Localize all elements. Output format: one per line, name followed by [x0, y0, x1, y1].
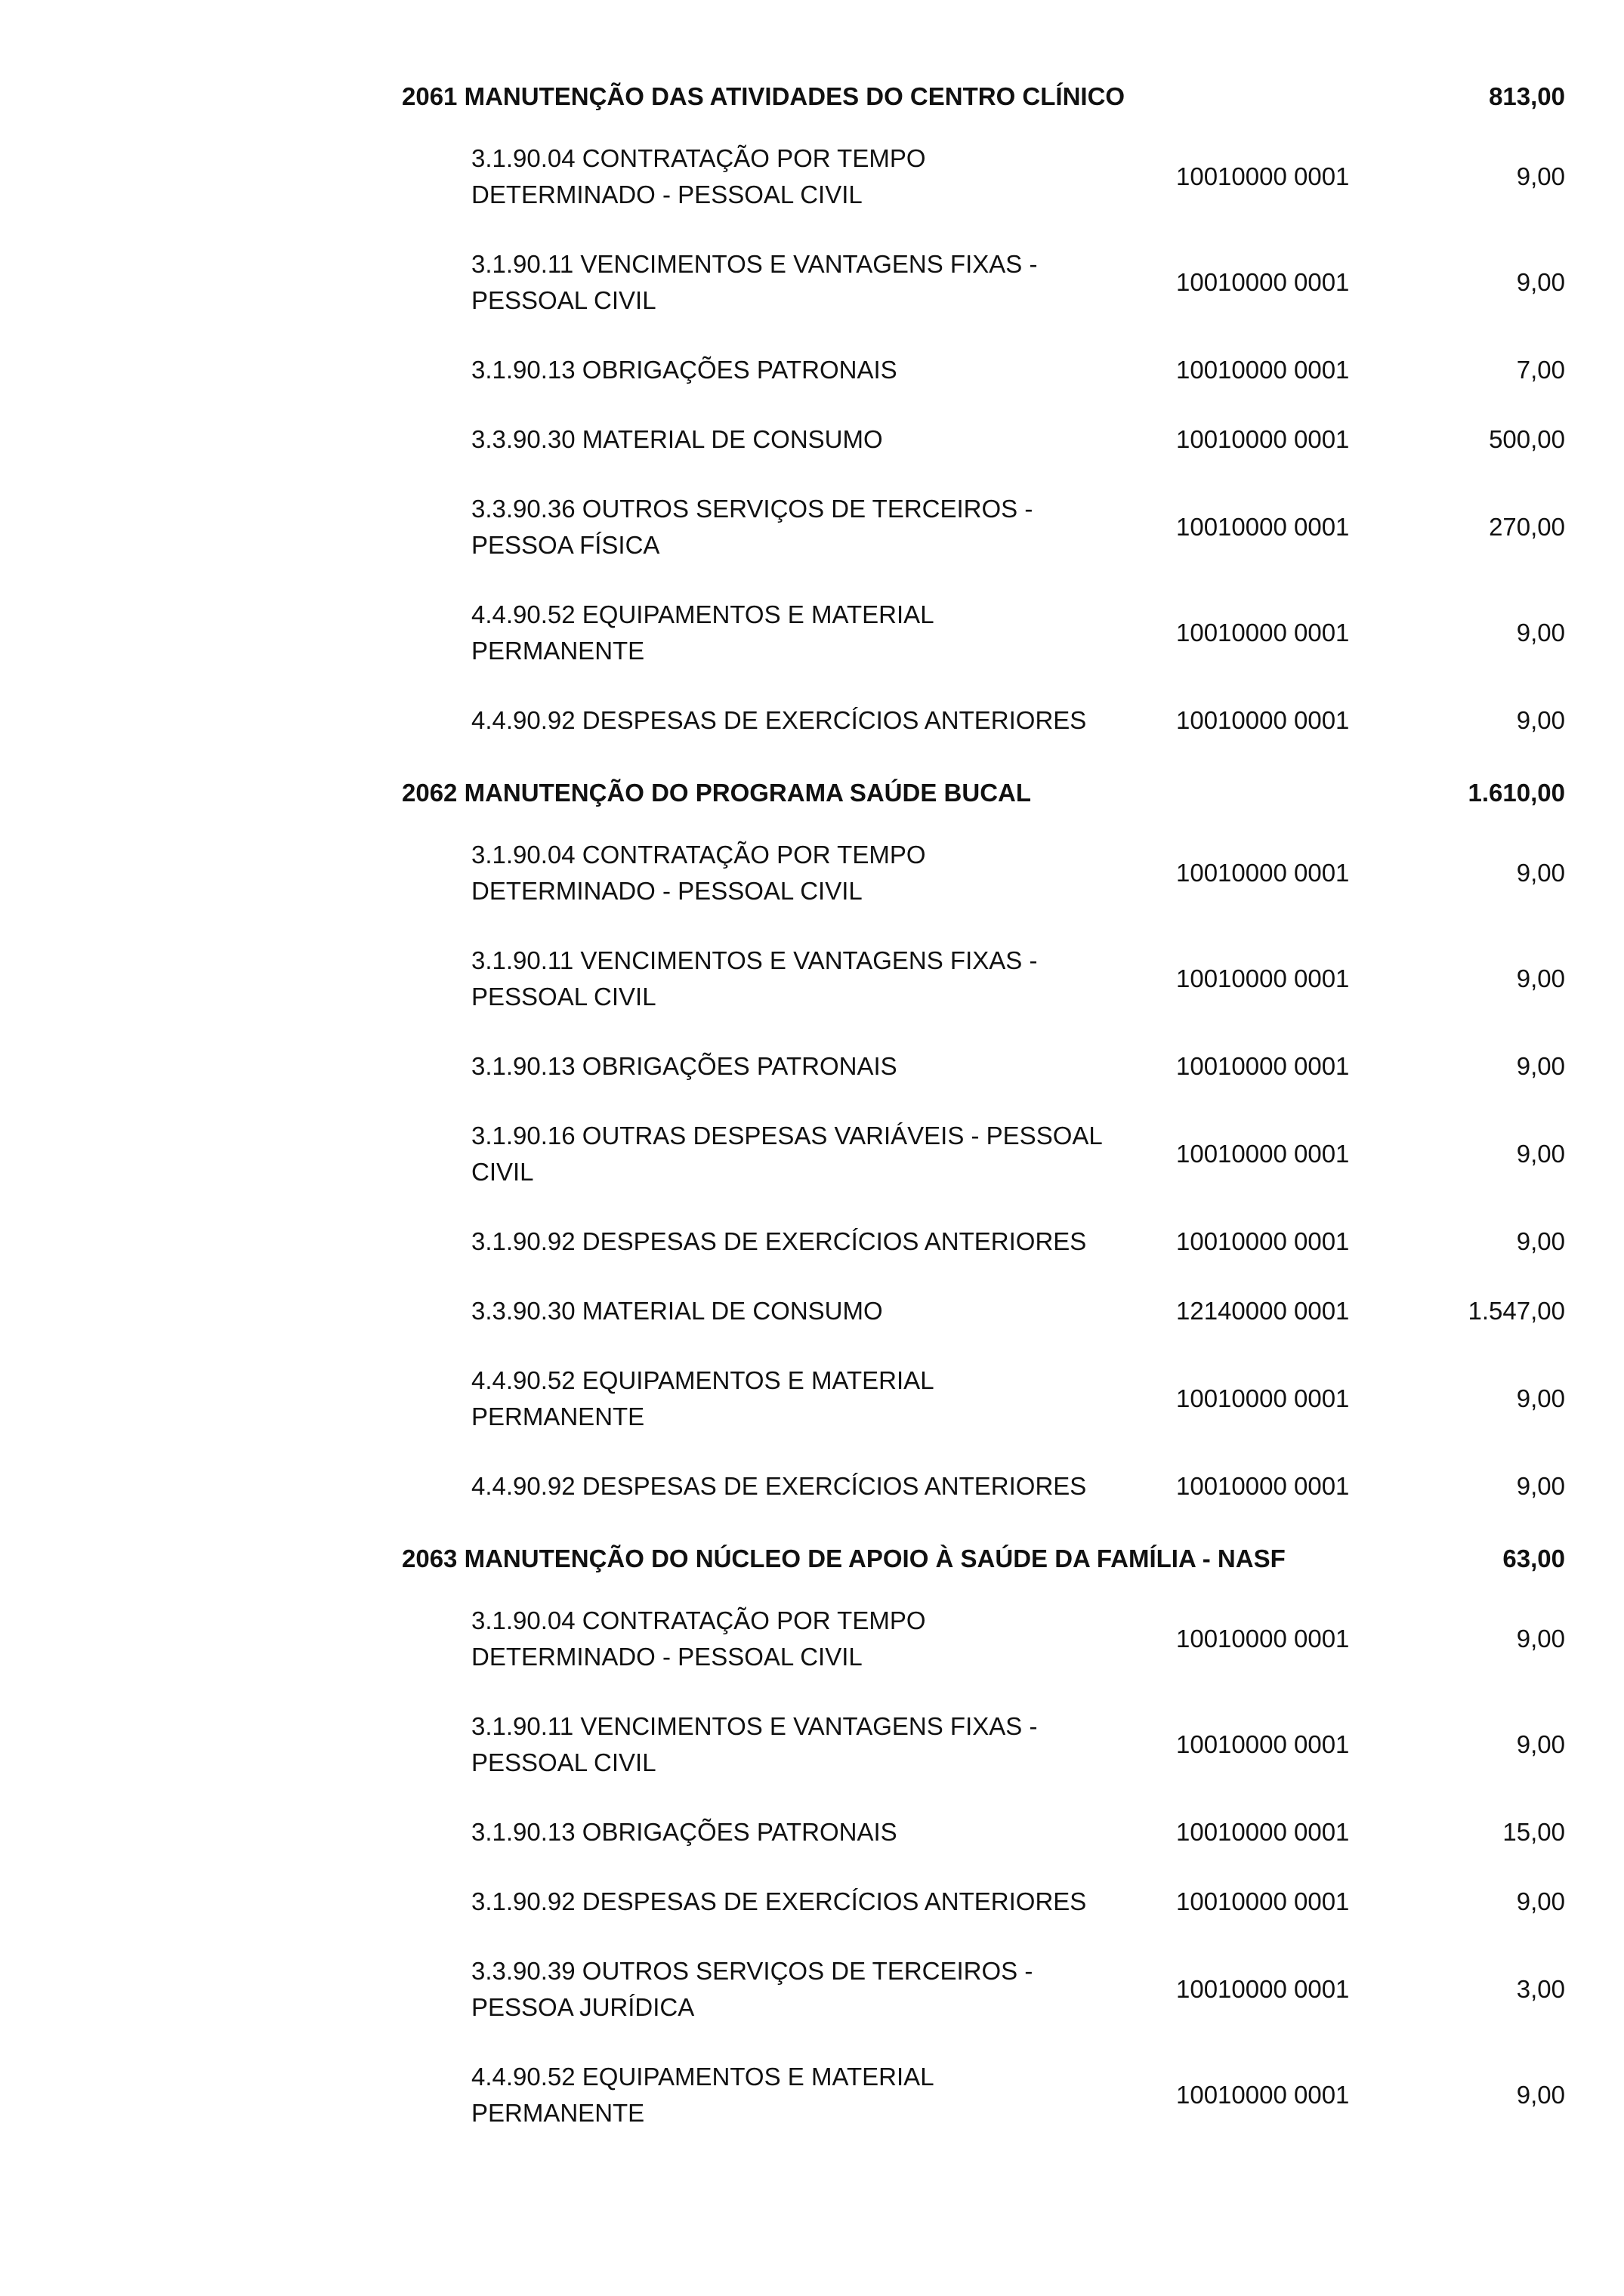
expense-amount: 9,00	[1516, 1472, 1565, 1500]
expense-row	[471, 491, 1565, 563]
expense-amount: 7,00	[1516, 356, 1565, 384]
expense-description	[471, 491, 1181, 563]
expense-row	[471, 1603, 1565, 1675]
expense-amount: 9,00	[1516, 1730, 1565, 1758]
expense-description	[471, 352, 1181, 388]
expense-amount: 9,00	[1516, 1625, 1565, 1653]
expense-description-line: 3.3.90.39 OUTROS SERVIÇOS DE TERCEIROS -	[471, 1957, 1033, 1985]
funding-source-code: 10010000 0001	[1176, 1625, 1350, 1653]
section-title: 2061 MANUTENÇÃO DAS ATIVIDADES DO CENTRO CLÍNICO	[402, 82, 1125, 110]
expense-description	[471, 2059, 1181, 2131]
expense-amount: 9,00	[1516, 1384, 1565, 1412]
expense-description	[471, 1708, 1181, 1781]
expense-description-line: 3.1.90.13 OBRIGAÇÕES PATRONAIS	[471, 356, 897, 384]
expense-amount: 9,00	[1516, 859, 1565, 887]
expense-amount: 1.547,00	[1468, 1297, 1565, 1325]
expense-amount: 500,00	[1489, 425, 1565, 453]
expense-description-line: 4.4.90.52 EQUIPAMENTOS E MATERIAL	[471, 2063, 934, 2091]
expense-description	[471, 1953, 1181, 2026]
funding-source-code: 10010000 0001	[1176, 1975, 1350, 2003]
expense-description-line: 3.3.90.30 MATERIAL DE CONSUMO	[471, 425, 883, 453]
expense-row	[471, 943, 1565, 1015]
expense-description	[471, 1884, 1181, 1920]
expense-row	[471, 1224, 1565, 1260]
funding-source-code: 10010000 0001	[1176, 706, 1350, 734]
expense-row	[471, 1953, 1565, 2026]
expense-description-line: CIVIL	[471, 1158, 534, 1186]
expense-amount: 9,00	[1516, 1052, 1565, 1080]
expense-description-line: 3.1.90.13 OBRIGAÇÕES PATRONAIS	[471, 1052, 897, 1080]
expense-description-line: 3.1.90.11 VENCIMENTOS E VANTAGENS FIXAS -	[471, 250, 1038, 278]
expense-amount: 9,00	[1516, 1140, 1565, 1168]
section-title: 2062 MANUTENÇÃO DO PROGRAMA SAÚDE BUCAL	[402, 779, 1032, 807]
funding-source-code: 10010000 0001	[1176, 1887, 1350, 1915]
expense-description-line: PESSOAL CIVIL	[471, 1748, 656, 1776]
expense-amount: 9,00	[1516, 268, 1565, 296]
expense-description-line: 3.3.90.36 OUTROS SERVIÇOS DE TERCEIROS -	[471, 495, 1033, 523]
expense-description-line: PERMANENTE	[471, 637, 645, 665]
expense-description	[471, 943, 1181, 1015]
expense-row	[471, 1884, 1565, 1920]
expense-row	[471, 421, 1565, 458]
expense-description	[471, 1224, 1181, 1260]
expense-description-line: DETERMINADO - PESSOAL CIVIL	[471, 877, 863, 905]
expense-row	[471, 702, 1565, 739]
expense-row	[471, 837, 1565, 909]
expense-description-line: 4.4.90.92 DESPESAS DE EXERCÍCIOS ANTERIORES	[471, 706, 1087, 734]
expense-description-line: 3.1.90.11 VENCIMENTOS E VANTAGENS FIXAS -	[471, 1712, 1038, 1740]
expense-description	[471, 421, 1181, 458]
expense-description	[471, 1362, 1181, 1435]
expense-row	[471, 352, 1565, 388]
funding-source-code: 10010000 0001	[1176, 964, 1350, 992]
expense-description	[471, 1293, 1181, 1329]
funding-source-code: 10010000 0001	[1176, 1227, 1350, 1255]
expense-description-line: 3.1.90.04 CONTRATAÇÃO POR TEMPO	[471, 841, 926, 869]
expense-description-line: 3.1.90.92 DESPESAS DE EXERCÍCIOS ANTERIORES	[471, 1887, 1087, 1915]
expense-description-line: PESSOAL CIVIL	[471, 286, 656, 314]
funding-source-code: 10010000 0001	[1176, 1140, 1350, 1168]
expense-description-line: 3.1.90.11 VENCIMENTOS E VANTAGENS FIXAS -	[471, 946, 1038, 974]
section-header	[402, 772, 1565, 814]
funding-source-code: 10010000 0001	[1176, 2081, 1350, 2109]
expense-description-line: 4.4.90.52 EQUIPAMENTOS E MATERIAL	[471, 600, 934, 628]
funding-source-code: 10010000 0001	[1176, 1472, 1350, 1500]
expense-amount: 9,00	[1516, 2081, 1565, 2109]
expense-description-line: 3.1.90.04 CONTRATAÇÃO POR TEMPO	[471, 1606, 926, 1634]
expense-amount: 9,00	[1516, 162, 1565, 190]
expense-description-line: 3.1.90.04 CONTRATAÇÃO POR TEMPO	[471, 144, 926, 172]
funding-source-code: 10010000 0001	[1176, 425, 1350, 453]
expense-description-line: PESSOA JURÍDICA	[471, 1993, 695, 2021]
expense-amount: 9,00	[1516, 619, 1565, 647]
funding-source-code: 10010000 0001	[1176, 859, 1350, 887]
funding-source-code: 10010000 0001	[1176, 1052, 1350, 1080]
expense-description-line: PESSOA FÍSICA	[471, 531, 660, 559]
funding-source-code: 10010000 0001	[1176, 619, 1350, 647]
expense-amount: 9,00	[1516, 1227, 1565, 1255]
section-total: 63,00	[1502, 1545, 1565, 1572]
expense-row	[471, 1468, 1565, 1504]
section-total: 1.610,00	[1468, 779, 1565, 807]
expense-description-line: PESSOAL CIVIL	[471, 983, 656, 1011]
expense-amount: 270,00	[1489, 513, 1565, 541]
expense-amount: 9,00	[1516, 1887, 1565, 1915]
funding-source-code: 10010000 0001	[1176, 162, 1350, 190]
expense-row	[471, 246, 1565, 319]
expense-description	[471, 837, 1181, 909]
expense-description-line: PERMANENTE	[471, 1403, 645, 1430]
section-header	[402, 76, 1565, 118]
expense-row	[471, 1362, 1565, 1435]
expense-description-line: 3.1.90.92 DESPESAS DE EXERCÍCIOS ANTERIORES	[471, 1227, 1087, 1255]
funding-source-code: 10010000 0001	[1176, 513, 1350, 541]
expense-description-line: 3.1.90.13 OBRIGAÇÕES PATRONAIS	[471, 1818, 897, 1846]
expense-row	[471, 2059, 1565, 2131]
expense-row	[471, 1048, 1565, 1085]
expense-description	[471, 1118, 1181, 1190]
funding-source-code: 10010000 0001	[1176, 268, 1350, 296]
expense-row	[471, 140, 1565, 213]
expense-description-line: 3.3.90.30 MATERIAL DE CONSUMO	[471, 1297, 883, 1325]
expense-amount: 15,00	[1502, 1818, 1565, 1846]
expense-amount: 9,00	[1516, 964, 1565, 992]
expense-amount: 3,00	[1516, 1975, 1565, 2003]
expense-row	[471, 1293, 1565, 1329]
expense-row	[471, 1708, 1565, 1781]
funding-source-code: 10010000 0001	[1176, 356, 1350, 384]
expense-row	[471, 1118, 1565, 1190]
expense-description	[471, 1048, 1181, 1085]
expense-description-line: PERMANENTE	[471, 2099, 645, 2127]
expense-description-line: DETERMINADO - PESSOAL CIVIL	[471, 1643, 863, 1671]
expense-description-line: 3.1.90.16 OUTRAS DESPESAS VARIÁVEIS - PESSOAL	[471, 1122, 1103, 1150]
expense-description	[471, 140, 1181, 213]
expense-description-line: 4.4.90.92 DESPESAS DE EXERCÍCIOS ANTERIORES	[471, 1472, 1087, 1500]
expense-description	[471, 702, 1181, 739]
section-header	[402, 1538, 1565, 1580]
expense-description-line: 4.4.90.52 EQUIPAMENTOS E MATERIAL	[471, 1366, 934, 1394]
expense-description	[471, 1603, 1181, 1675]
funding-source-code: 12140000 0001	[1176, 1297, 1350, 1325]
expense-description	[471, 1814, 1181, 1850]
expense-description	[471, 246, 1181, 319]
expense-amount: 9,00	[1516, 706, 1565, 734]
expense-row	[471, 1814, 1565, 1850]
expense-row	[471, 597, 1565, 669]
funding-source-code: 10010000 0001	[1176, 1818, 1350, 1846]
section-title: 2063 MANUTENÇÃO DO NÚCLEO DE APOIO À SAÚDE DA FAMÍLIA - NASF	[402, 1545, 1286, 1572]
funding-source-code: 10010000 0001	[1176, 1384, 1350, 1412]
funding-source-code: 10010000 0001	[1176, 1730, 1350, 1758]
expense-description-line: DETERMINADO - PESSOAL CIVIL	[471, 181, 863, 208]
expense-description	[471, 1468, 1181, 1504]
expense-description	[471, 597, 1181, 669]
section-total: 813,00	[1489, 82, 1565, 110]
